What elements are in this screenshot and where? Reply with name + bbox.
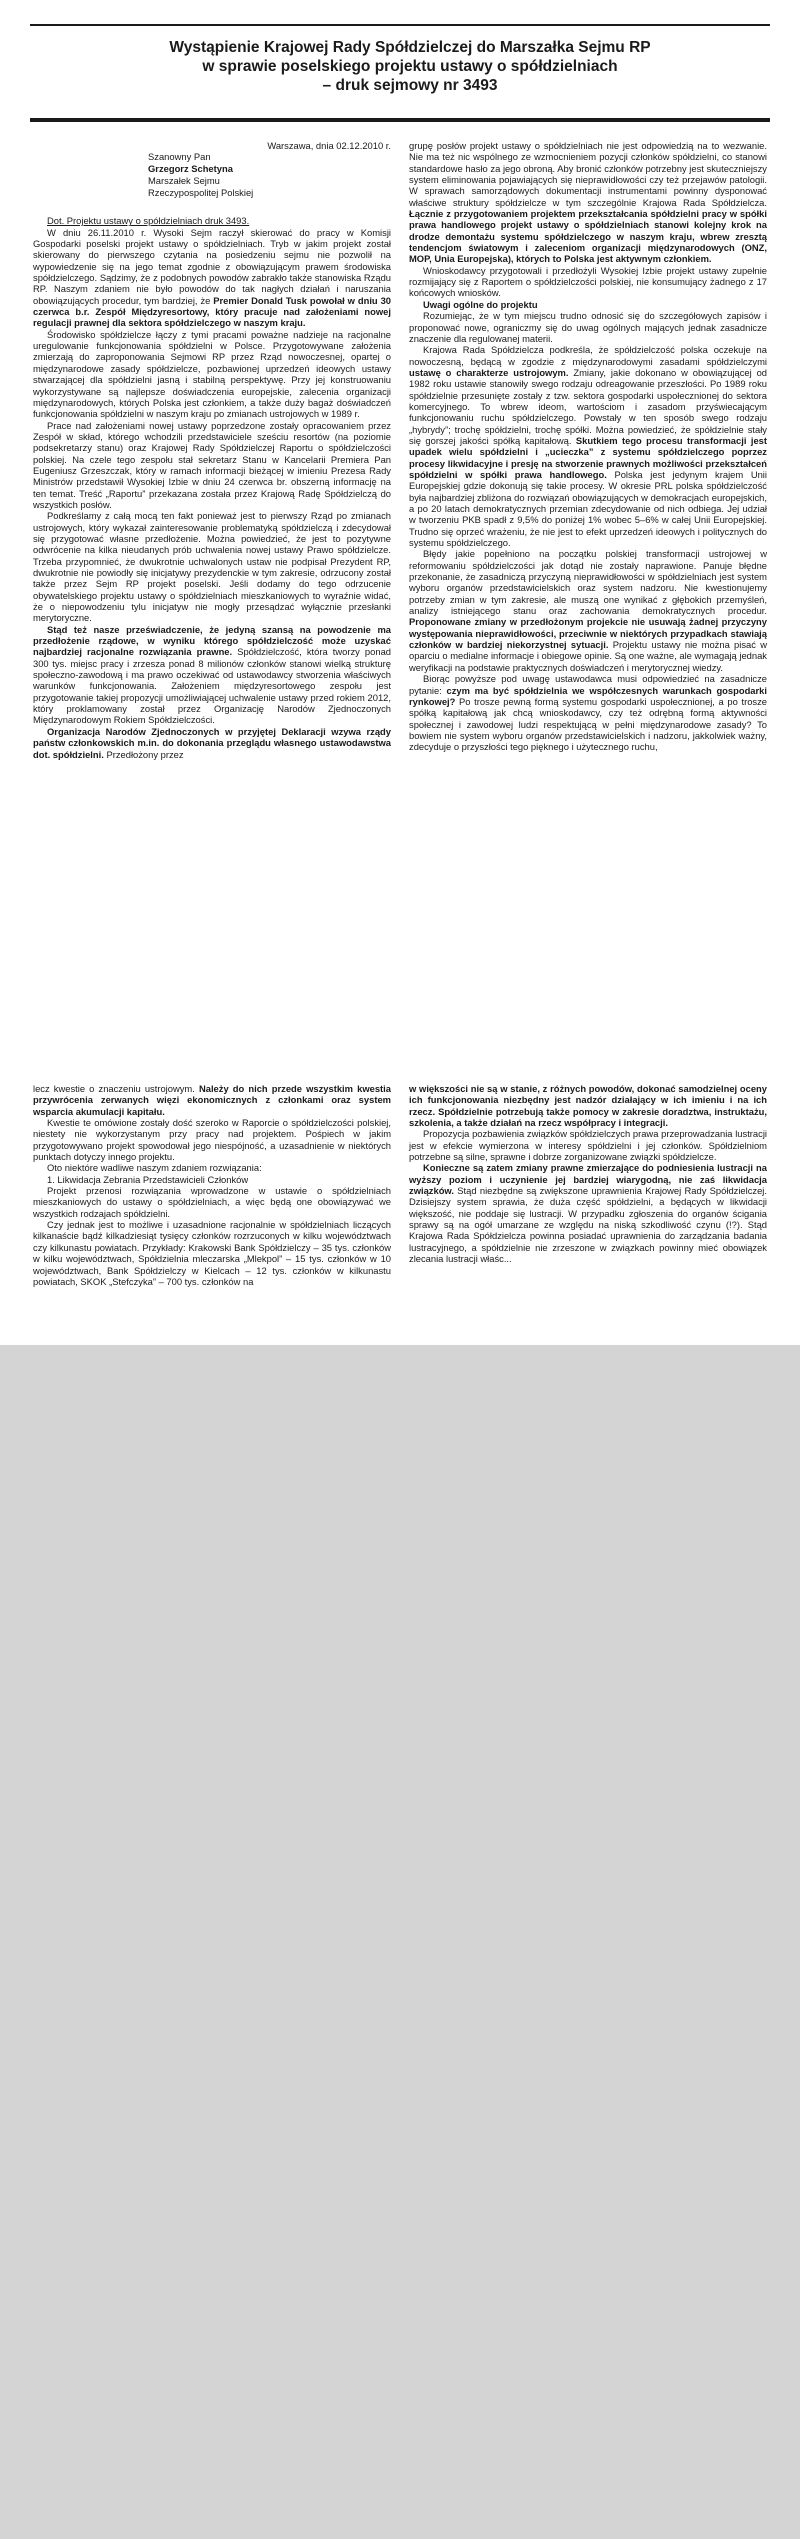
title-line-2: w sprawie poselskiego projektu ustawy o spółdzielniach (202, 58, 618, 75)
bold-text: Premier Donald Tusk powołał w dniu 30 czerwca b.r. Zespół Międzyresortowy, który pracuje nad założeniami nowej regulacji prawnej dla sektora spółdzielczego w naszym kraju. (33, 294, 391, 329)
recipient-name: Grzegorz Schetyna (148, 163, 233, 175)
paragraph: Kwestie te omówione zostały dość szeroko w Raporcie o spółdzielczości polskiej, niestety nie wykorzystanym przy pracy nad projektem. Pośpiech w jakim przygotowywano projekt spowodował jego niespójność, a uzasadnienie w niektórych punktach dotyczy innego projektu. (33, 1117, 391, 1163)
bold-text: Konieczne są zatem zmiany prawne zmierzające do podniesienia lustracji na wyższy poziom i uczynienie jej bardziej wiarygodną, nie zaś likwidacja związków. (409, 1162, 767, 1197)
paragraph: Propozycja pozbawienia związków spółdzielczych prawa przeprowadzania lustracji jest w efekcie wymierzona w interesy spółdzielni i jej członków. Spółdzielniom potrzebne są silne, sprawne i dobrze zorganizowane związki spółdzielcze. (409, 1128, 767, 1163)
text: Po trosze pewną formą systemu gospodarki uspołecznionej, a po trosze spółką kapitałową jak chcą wnioskodawcy, czy też odrębną formą aktywności społecznej i zawodowej ludzi respektującą w pełni międzynarodowe zasady? To bowiem nie system wyboru organów przedstawicielskich i nadzoru, jakkolwiek ważny, zdecyduje o przyszłości tego pięknego i użytecznego ruchu, (409, 695, 767, 753)
bold-text: ustawę o charakterze ustrojowym. (409, 366, 569, 378)
paragraph: Czy jednak jest to możliwe i uzasadnione racjonalnie w spółdzielniach liczących kilkanaście bądź kilkadziesiąt tysięcy członków rozrzuconych w kilku województwach czy kilkunastu powiatach. Przykłady: Krakowski Bank Spółdzielczy – 35 tys. członków w kilku województwach, Spółdzielnia mleczarska „Mlekpol” – 15 tys. członków w 10 województwach, Bank Spółdzielczy w Kielcach – 12 tys. członków w kilkunastu powiatach, SKOK „Stefczyka” – 700 tys. członków na (33, 1219, 391, 1287)
title-line-3: – druk sejmowy nr 3493 (322, 77, 498, 94)
recipient-role-2: Rzeczypospolitej Polskiej (148, 187, 254, 199)
recipient-role-1: Marszałek Sejmu (148, 175, 220, 187)
text: Polska jest jedynym krajem Unii Europejskiej gdzie dokonują się takie procesy. W okresie PRL polska spółdzielczość była najbardziej zbliżona do rozwiązań obowiązujących w demokracjach europejskich, a po 20 latach demokratycznych przemian zdecydowanie od nich odbiega. Jej udział w tworzeniu PKB spadł z 9,5% do poniżej 1% wobec 5–6% w całej Unii Europejskiej. Trudno się oprzeć wrażeniu, że nie jest to efekt uprzedzeń ideowych i politycznych do systemu spółdzielczego. (409, 468, 767, 549)
bold-text: Należy do nich przede wszystkim kwestia przywrócenia zerwanych więzi ekonomicznych z członkami oraz system wsparcia akumulacji kapitału. (33, 1083, 391, 1117)
text: Stąd niezbędne są zwiększone uprawnienia Krajowej Rady Spółdzielczej. Dzisiejszy system sprawia, że duża część spółdzielni, a będących w likwidacji większość, nie poddaje się lustracji. W przypadku zgłoszenia do organów ścigania sprawy są na ogół umarzane ze względu na niską szkodliwość czynu (!?). Stąd Krajowa Rada Spółdzielcza powinna posiadać uprawnienia do zarządzania badania lustracyjnego, a spółdzielnie nie zrzeszone w związkach powinny mieć obowiązek zlecania lustracji właśc... (409, 1185, 767, 1265)
text: Spółdzielczość, która tworzy ponad 300 tys. miejsc pracy i zrzesza ponad 8 milionów członków stanowi wielką strukturę społeczno-zawodową i ma prawo oczekiwać od ustawodawcy stworzenia właściwych warunków funkcjonowania. Założeniem międzyresortowego zespołu jest przygotowanie takiej propozycji umożliwiającej uchwalenie ustawy przed rokiem 2012, który proklamowany został przez Organizację Narodów Zjednoczonych Międzynarodowym Rokiem Spółdzielczości. (33, 646, 392, 726)
salutation: Szanowny Pan (148, 151, 211, 163)
section-heading: Uwagi ogólne do projektu (423, 298, 538, 310)
letter-subject: Dot. Projektu ustawy o spółdzielniach druk 3493. (47, 215, 250, 227)
text: Biorąc powyższe pod uwagę ustawodawca musi odpowiedzieć na zasadnicze pytanie: (409, 673, 767, 696)
bold-text: Skutkiem tego procesu transformacji jest upadek wielu spółdzielni i „ucieczka” z systemu spółdzielczego poprzez procesy likwidacyjne i presję na stworzenie prawnych możliwości przekształceń spółdzielni w spółki prawa handlowego. (409, 434, 767, 480)
text: Projektu ustawy nie można pisać w oparciu o medialne informacje i obiegowe opinie. Są one ważne, ale wymagają jednak weryfikacji na podstawie praktycznych doświadczeń i merytorycznej wiedzy. (409, 639, 767, 673)
text: lecz kwestie o znaczeniu ustrojowym. (33, 1083, 199, 1094)
text: Krajowa Rada Spółdzielcza podkreśla, że spółdzielczość polska oczekuje na nowoczesną, będącą w zgodzie z międzynarodowymi zasadami spółdzielczymi (409, 344, 767, 367)
letter-date: Warszawa, dnia 02.12.2010 r. (267, 140, 391, 151)
paragraph (409, 344, 767, 548)
list-item: 1. Likwidacja Zebrania Przedstawicieli Członków (47, 1173, 249, 1185)
right-column (409, 1083, 767, 1265)
bold-text: Łącznie z przygotowaniem projektem przekształcania spółdzielni pracy w spółki prawa handlowego projekt ustawy o spółdzielniach stanowi kolejny krok na drodze demontażu systemu spółdzielczego w naszym kraju, wbrew zresztą tendencjom światowym i zaleceniom organizacji międzynarodowych (ONZ, MOP, Unia Europejska), których to Polska jest aktywnym członkiem. (409, 208, 767, 265)
page-2 (0, 1075, 800, 1345)
paragraph: Wnioskodawcy przygotowali i przedłożyli Wysokiej Izbie projekt ustawy zupełnie rozmijający się z Raportem o spółdzielczości polskiej, nie konsumujący żadnego z 17 końcowych wniosków. (409, 264, 767, 299)
bold-text: czym ma być spółdzielnia we współczesnych warunkach gospodarki rynkowej? (409, 684, 767, 707)
page-1 (0, 0, 800, 1075)
top-rule (30, 24, 770, 26)
paragraph (409, 1083, 767, 1128)
paragraph (33, 227, 391, 329)
text: W dniu 26.11.2010 r. Wysoki Sejm raczył skierować do pracy w Komisji Gospodarki poselski projekt ustawy o spółdzielniach. Tryb w jakim projekt został skierowany do pierwszego czytania na posiedzeniu sejmu nie pozwolił na wypowiedzenie się na jego temat zgodnie z obowiązującym prawem środowiska spółdzielczego. Sądzimy, że z podobnych powodów zabrakło także stanowiska Rządu RP. Naszym zdaniem nie było powodów do tak nagłych działań i naruszania obowiązujących procedur, tym bardziej, że (33, 226, 391, 306)
document-title (60, 38, 760, 95)
bold-text: Proponowane zmiany w przedłożonym projekcie nie usuwają żadnej przyczyny występowania nieprawidłowości, przeciwnie w niektórych przypadkach stawiają członków w bardziej niekorzystnej sytuacji. (409, 616, 767, 651)
paragraph: Oto niektóre wadliwe naszym zdaniem rozwiązania: (47, 1162, 262, 1174)
paragraph: Projekt przenosi rozwiązania wprowadzone w ustawie o spółdzielniach mieszkaniowych do ustawy o spółdzielniach, a więc będą one obowiązywać we wszystkich rodzajach spółdzielni. (33, 1185, 391, 1219)
title-line-1: Wystąpienie Krajowej Rady Spółdzielczej do Marszałka Sejmu RP (169, 39, 651, 56)
title-bottom-rule (30, 118, 770, 122)
bold-text: w większości nie są w stanie, z różnych powodów, dokonać samodzielnej oceny ich funkcjonowania niezbędny jest nadzór działający w ich imieniu i na ich rzecz. Spółdzielnie potrzebują także pomocy w zakresie doradztwa, instruktażu, szkolenia, a także działań na rzecz współpracy i integracji. (409, 1083, 767, 1129)
left-column (33, 1083, 391, 1287)
text: Błędy jakie popełniono na początku polskiej transformacji ustrojowej w reformowaniu spółdzielczości jak dotąd nie zostały naprawione. Panuje błędne przekonanie, że zasadniczą przyczyną nieprawidłowości w spółdzielniach jest system wyboru organów przedstawicielskich oraz system nadzoru. Nie kwestionujemy potrzeby zmian w tym zakresie, ale muszą one wynikać z głębokich przemyśleń, analizy istniejącego stanu oraz zachowania demokratycznych procedur. (409, 548, 767, 617)
paragraph (33, 726, 391, 760)
paragraph (33, 624, 391, 726)
paragraph (409, 548, 767, 673)
paragraph: Prace nad założeniami nowej ustawy poprzedzone zostały opracowaniem przez Zespół w skład, którego wchodzili przedstawiciele sześciu resortów (na poziomie podsekretarzy stanu) oraz Krajowej Rady Spółdzielczej Raportu o spółdzielczości polskiej. Na czele tego zespołu stał sekretarz Stanu w Kancelarii Premiera Pan Eugeniusz Grzeszczak, który w ramach informacji bieżącej w imieniu Prezesa Rady Ministrów przedstawił Wysokiej Izbie w dniu 24 czerwca br. obszerną informację na ten temat. Treść „Raportu” przekazana została przez Krajową Radę Spółdzielczą do wszystkich posłów. (33, 419, 391, 510)
left-column (33, 140, 391, 760)
recipient-address (148, 151, 391, 199)
right-column (409, 140, 767, 753)
text: Zmiany, jakie dokonano w obowiązującej od 1982 roku ustawie stanowiły swego rodzaju odreagowanie przeszłości. Po 1989 roku spółdzielnie przesunięte zostały z tzw. sektora gospodarki uspołecznionej do sektora komercyjnego. To wbrew ideom, wartościom i zasadom przyświecającym funkcjonowaniu ruchu spółdzielczego. Powstały w ten sposób swego rodzaju „hybrydy”; trochę spółdzielni, trochę spółki. Można powiedzieć, że spółdzielnie stały się gorszej jakości spółką kapitałową. (409, 366, 768, 446)
text: Przedłożony przez (103, 748, 184, 760)
text: grupę posłów projekt ustawy o spółdzielniach nie jest odpowiedzią na to wezwanie. Nie ma też nic wspólnego ze wzmocnieniem pozycji członków spółdzielni, co stanowi standardowe hasło za jego obroną. Aby bronić członków potrzebny jest skuteczniejszy system eliminowania pojawiających się nieprawidłowości czy też przejawów patologii. W sprawach samorządowych dokumentacji instrumentami powinny dysponować właściwe struktury spółdzielcze w tym szczególnie Krajowa Rada Spółdzielcza. (409, 140, 767, 208)
paragraph: Rozumiejąc, że w tym miejscu trudno odnosić się do szczegółowych zapisów i proponować nowe, ograniczmy się do uwag ogólnych mających jednak zasadnicze znaczenie dla regulowanej materii. (409, 310, 767, 344)
paragraph (409, 1162, 767, 1264)
paragraph: Podkreślamy z całą mocą ten fakt ponieważ jest to pierwszy Rząd po zmianach ustrojowych, który wykazał zainteresowanie problematyką spółdzielczą i zdecydował się przygotować własne przedłożenie. Można powiedzieć, że jest to pozytywne odwrócenie na kilka nieudanych prób uchwalenia nowej ustawy Prawo spółdzielcze. Trzeba przypomnieć, że dwukrotnie uchwalonych ustaw nie podpisał Prezydent RP, dwukrotnie nie powiodły się inicjatywy prezydenckie w tym zakresie, odrzucony został także przez Sejm RP projekt poselski. Jeśli dodamy do tego odrzucenie obywatelskiego projektu ustawy o spółdzielniach mieszkaniowych to wyraźnie widać, że o niepowodzeniu tylu inicjatyw nie mogły przesądzać wyłącznie przesłanki merytoryczne. (33, 510, 391, 624)
paragraph (33, 1083, 391, 1117)
paragraph: Środowisko spółdzielcze łączy z tymi pracami poważne nadzieje na racjonalne uregulowanie funkcjonowania spółdzielni w Polsce. Przygotowywane założenia zmierzają do zaproponowania Sejmowi RP przez Rząd nowoczesnej, opartej o międzynarodowe zasady spółdzielcze, pozbawionej uprzedzeń ideowych ustawy stwarzającej dla spółdzielni jasną i stabilną perspektywę. Przy jej konstruowaniu wykorzystywane są najlepsze doświadczenia europejskie, zalecenia organizacji międzynarodowych, których Polska jest członkiem, a także duży bagaż doświadczeń funkcjonowania spółdzielni w naszym kraju po zmianach ustrojowych w 1989 r. (33, 328, 391, 420)
paragraph (409, 673, 767, 752)
paragraph (409, 140, 767, 265)
bold-text: Organizacja Narodów Zjednoczonych w przyjętej Deklaracji wzywa rządy państw członkowskich m.in. do dokonania przeglądu własnego ustawodawstwa dot. spółdzielni. (33, 725, 391, 760)
bold-text: Stąd też nasze przeświadczenie, że jedyną szansą na powodzenie ma przedłożenie rządowe, w wyniku którego spółdzielczość może uzyskać najbardziej racjonalne rozwiązania prawne. (33, 623, 391, 658)
